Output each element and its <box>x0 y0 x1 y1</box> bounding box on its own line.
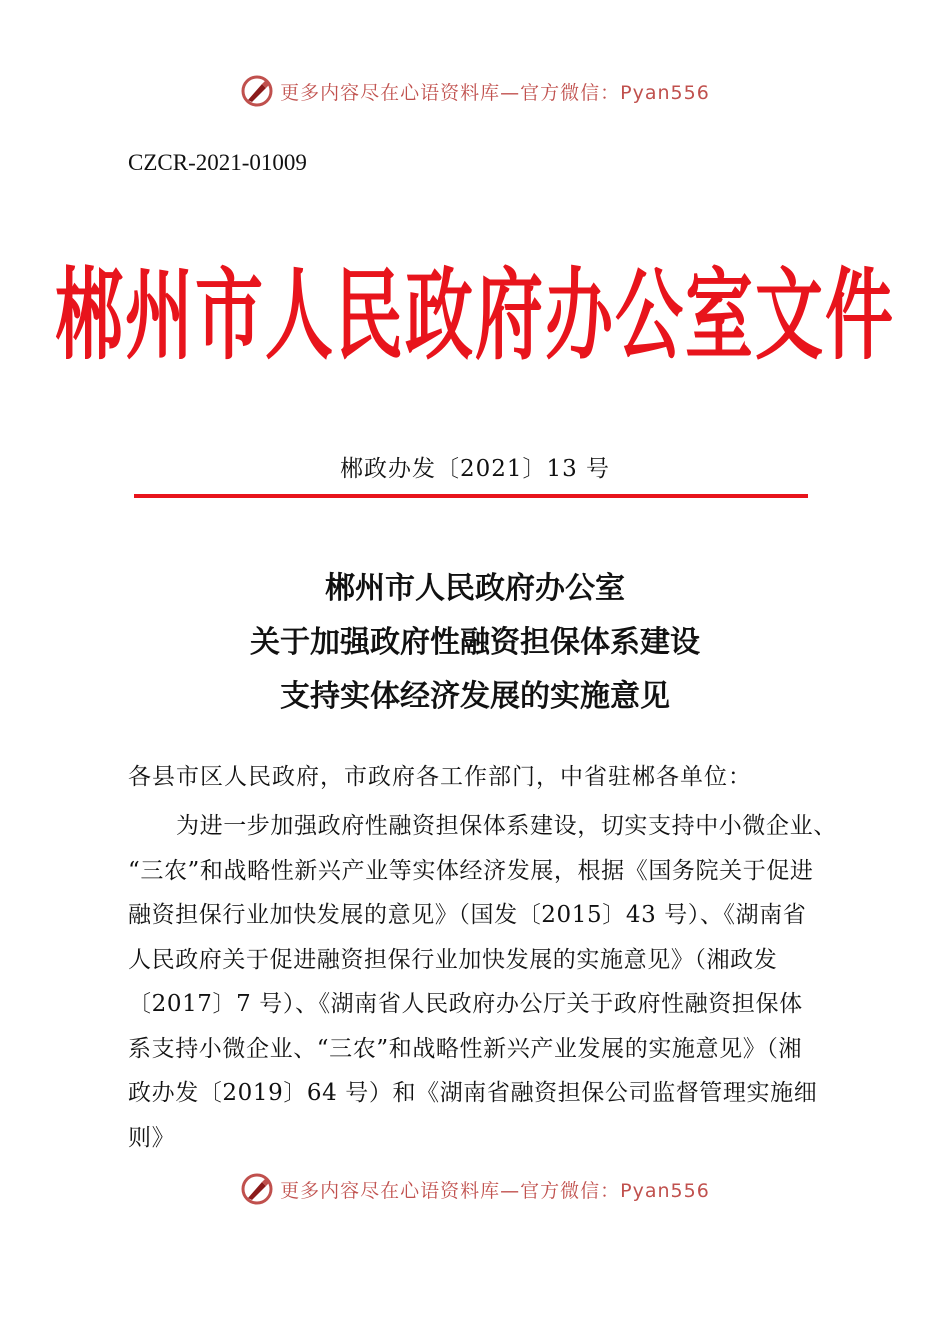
pen-logo-icon <box>240 1172 274 1206</box>
document-code: CZCR-2021-01009 <box>128 150 307 175</box>
body-line: 政办发〔2019〕64 号）和《湖南省融资担保公司监督管理实施细 <box>128 1080 818 1106</box>
salutation: 各县市区人民政府，市政府各工作部门，中省驻郴各单位： <box>128 764 752 790</box>
document-title <box>0 562 950 724</box>
watermark-footer <box>0 1172 950 1206</box>
body-line: “三农”和战略性新兴产业等实体经济发展，根据《国务院关于促进 <box>128 857 814 884</box>
title-line: 关于加强政府性融资担保体系建设 <box>250 625 700 660</box>
masthead-title: 郴州市人民政府办公室文件 <box>54 259 895 375</box>
watermark-text: 更多内容尽在心语资料库—官方微信：Pyan556 <box>280 1179 710 1202</box>
watermark-header <box>0 74 950 108</box>
pen-logo-icon <box>240 74 274 108</box>
watermark-text: 更多内容尽在心语资料库—官方微信：Pyan556 <box>280 81 710 104</box>
body-line: 系支持小微企业、“三农”和战略性新兴产业发展的实施意见》（湘 <box>128 1035 803 1062</box>
body-line: 人民政府关于促进融资担保行业加快发展的实施意见》（湘政发 <box>128 946 778 973</box>
title-line: 支持实体经济发展的实施意见 <box>280 679 670 714</box>
body-line: 〔2017〕7 号）、《湖南省人民政府办公厅关于政府性融资担保体 <box>128 991 803 1017</box>
red-divider <box>134 494 808 498</box>
title-line: 郴州市人民政府办公室 <box>325 571 625 606</box>
body-paragraph <box>128 804 838 1160</box>
body-line: 为进一步加强政府性融资担保体系建设，切实支持中小微企业、 <box>176 813 837 839</box>
document-number: 郴政办发〔2021〕13 号 <box>339 456 611 482</box>
body-line: 则》 <box>128 1124 176 1151</box>
body-line: 融资担保行业加快发展的意见》（国发〔2015〕43 号）、《湖南省 <box>128 902 807 928</box>
